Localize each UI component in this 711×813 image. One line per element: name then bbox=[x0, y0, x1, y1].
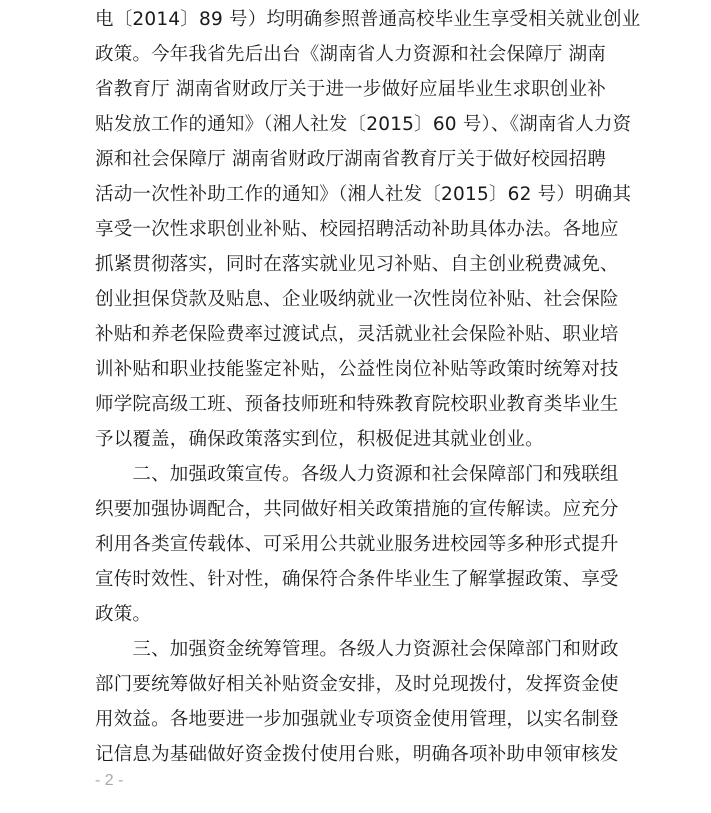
text-line: 创业担保贷款及贴息、企业吸纳就业一次性岗位补贴、社会保险 bbox=[95, 289, 619, 310]
text-line: 政策。今年我省先后出台《湖南省人力资源和社会保障厅 湖南 bbox=[95, 44, 606, 65]
text-line: 用效益。各地要进一步加强就业专项资金使用管理，以实名制登 bbox=[95, 709, 619, 730]
text-line: 部门要统筹做好相关补贴资金安排，及时兑现拨付，发挥资金使 bbox=[95, 674, 619, 695]
text-line: 活动一次性补助工作的通知》（湘人社发〔2015〕62 号）明确其 bbox=[95, 184, 632, 205]
text-line: 源和社会保障厅 湖南省财政厅湖南省教育厅关于做好校园招聘 bbox=[95, 149, 606, 170]
text-line: 师学院高级工班、预备技师班和特殊教育院校职业教育类毕业生 bbox=[95, 394, 619, 415]
text-line: 政策。 bbox=[95, 604, 152, 625]
text-line: 三、加强资金统筹管理。各级人力资源社会保障部门和财政 bbox=[95, 639, 619, 660]
text-line: 贴发放工作的通知》（湘人社发〔2015〕60 号）、《湖南省人力资 bbox=[95, 114, 632, 135]
text-line: 宣传时效性、针对性，确保符合条件毕业生了解掌握政策、享受 bbox=[95, 569, 619, 590]
text-line: 记信息为基础做好资金拨付使用台账，明确各项补助申领审核发 bbox=[95, 744, 619, 765]
text-line: 二、加强政策宣传。各级人力资源和社会保障部门和残联组 bbox=[95, 464, 619, 485]
text-line: 训补贴和职业技能鉴定补贴，公益性岗位补贴等政策时统筹对技 bbox=[95, 359, 619, 380]
text-line: 抓紧贯彻落实，同时在落实就业见习补贴、自主创业税费减免、 bbox=[95, 254, 619, 275]
text-line: 补贴和养老保险费率过渡试点，灵活就业社会保险补贴、职业培 bbox=[95, 324, 619, 345]
text-line: 电〔2014〕89 号）均明确参照普通高校毕业生享受相关就业创业 bbox=[95, 9, 641, 30]
text-line: 织要加强协调配合，共同做好相关政策措施的宣传解读。应充分 bbox=[95, 499, 619, 520]
text-line: 利用各类宣传载体、可采用公共就业服务进校园等多种形式提升 bbox=[95, 534, 619, 555]
text-line: 予以覆盖，确保政策落实到位，积极促进其就业创业。 bbox=[95, 429, 544, 450]
page-number: - 2 - bbox=[95, 772, 124, 789]
text-line: 享受一次性求职创业补贴、校园招聘活动补助具体办法。各地应 bbox=[95, 219, 619, 240]
text-line: 省教育厅 湖南省财政厅关于进一步做好应届毕业生求职创业补 bbox=[95, 79, 606, 100]
